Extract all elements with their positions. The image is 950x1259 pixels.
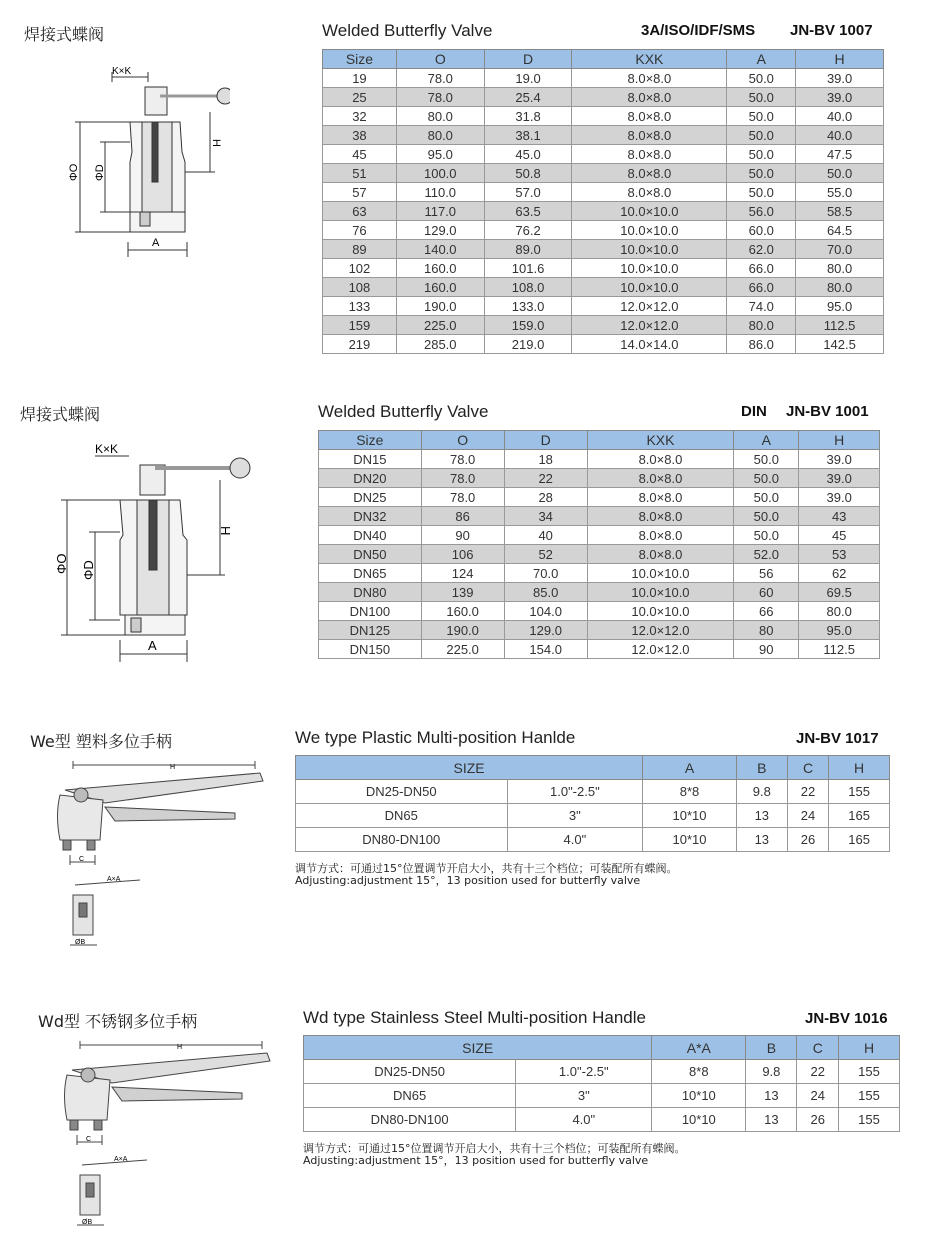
section2-cn-title: 焊接式蝶阀 [20,405,101,424]
table-cell: 50.0 [727,183,796,202]
table-row [304,1084,900,1108]
section1-valve-drawing [60,62,230,262]
table-cell: 10.0×10.0 [587,564,734,583]
table-cell: 160.0 [396,259,484,278]
table-header-cell: A*A [652,1036,746,1060]
table-cell: 89 [323,240,397,259]
table-cell: 159 [323,316,397,335]
table-cell: 8.0×8.0 [572,69,727,88]
table-cell: 112.5 [799,640,880,659]
table-cell: 8.0×8.0 [572,126,727,145]
table-cell: 8.0×8.0 [587,450,734,469]
table-cell: 165 [829,804,890,828]
section3-handle-drawing [45,755,270,955]
table-row [323,335,884,354]
table-row [319,488,880,507]
s2-a-label: A [148,638,157,653]
table-row [323,145,884,164]
table-header-cell: A [643,756,737,780]
table-cell: 8.0×8.0 [587,469,734,488]
table-row [323,69,884,88]
table-cell: DN80-DN100 [304,1108,516,1132]
table-cell: DN15 [319,450,422,469]
table-cell: 10.0×10.0 [572,259,727,278]
table-row [323,259,884,278]
table-cell: 26 [797,1108,839,1132]
table-cell: 4.0" [507,828,643,852]
table-cell: 62.0 [727,240,796,259]
section4-note-en: Adjusting:adjustment 15°，13 position used for butterfly valve [303,1154,649,1167]
table-cell: 142.5 [796,335,884,354]
section4-code: JN-BV 1016 [805,1010,888,1027]
table-cell: 225.0 [421,640,504,659]
table-cell: 106 [421,545,504,564]
table-cell: 101.6 [484,259,572,278]
table-cell: 219 [323,335,397,354]
table-cell: 76.2 [484,221,572,240]
section2-en-title: Welded Butterfly Valve [318,402,489,421]
table-cell: 70.0 [504,564,587,583]
table-cell: 129.0 [396,221,484,240]
table-cell: 60.0 [727,221,796,240]
table-cell: 57.0 [484,183,572,202]
table-cell: 39.0 [799,450,880,469]
table-cell: 159.0 [484,316,572,335]
table-cell: 9.8 [736,780,787,804]
table-cell: 117.0 [396,202,484,221]
table-row [319,621,880,640]
table-cell: 8*8 [652,1060,746,1084]
table-row [323,126,884,145]
table-cell: 12.0×12.0 [587,621,734,640]
table-cell: 40 [504,526,587,545]
table-row [323,202,884,221]
table-cell: DN25-DN50 [304,1060,516,1084]
table-header-cell: KXK [587,431,734,450]
table-cell: 56.0 [727,202,796,221]
table-header-cell: A [734,431,799,450]
table-cell: 78.0 [421,488,504,507]
table-cell: 50.0 [727,69,796,88]
table-cell: 100.0 [396,164,484,183]
table-cell: 63.5 [484,202,572,221]
table-cell: 43 [799,507,880,526]
table-cell: 66.0 [727,259,796,278]
table-cell: 104.0 [504,602,587,621]
table-header-cell: D [504,431,587,450]
table-cell: 18 [504,450,587,469]
table-row [319,469,880,488]
table-cell: 24 [797,1084,839,1108]
table-row [323,297,884,316]
table-cell: DN80 [319,583,422,602]
table-cell: 13 [736,828,787,852]
table-cell: DN50 [319,545,422,564]
table-cell: 38.1 [484,126,572,145]
table-cell: 112.5 [796,316,884,335]
table-header-cell: A [727,50,796,69]
table-cell: 51 [323,164,397,183]
table-cell: 8.0×8.0 [572,107,727,126]
table-cell: 22 [504,469,587,488]
table-cell: 3" [516,1084,652,1108]
table-header-cell: SIZE [296,756,643,780]
table-cell: DN65 [304,1084,516,1108]
table-row [323,316,884,335]
table-cell: 80.0 [396,107,484,126]
table-cell: 80.0 [396,126,484,145]
table-cell: 34 [504,507,587,526]
table-cell: 80.0 [796,278,884,297]
table-cell: 8.0×8.0 [572,88,727,107]
table-cell: 40.0 [796,126,884,145]
table-cell: 69.5 [799,583,880,602]
section2-code: JN-BV 1001 [786,403,869,420]
section3-note-cn: 调节方式：可通过15°位置调节开启大小，共有十三个档位；可装配所有蝶阀。 [295,862,678,875]
s2-d-label: ΦD [81,560,96,580]
table-cell: 78.0 [421,469,504,488]
table-cell: DN20 [319,469,422,488]
table-header-cell: H [839,1036,900,1060]
table-cell: 50.0 [727,164,796,183]
table-cell: 13 [746,1108,797,1132]
s2-h-label: H [218,526,233,536]
table-cell: 10.0×10.0 [572,240,727,259]
table-cell: 80 [734,621,799,640]
table-cell: 86.0 [727,335,796,354]
s2-o-label: ΦO [54,553,69,574]
section1-cn-title: 焊接式蝶阀 [24,25,105,44]
table-cell: 50.0 [727,88,796,107]
table-header-cell: O [421,431,504,450]
table-row [296,804,890,828]
table-cell: 160.0 [421,602,504,621]
s4-b-label: ØB [82,1219,93,1226]
table-cell: 10.0×10.0 [572,278,727,297]
table-row [323,240,884,259]
table-cell: 74.0 [727,297,796,316]
table-cell: 39.0 [799,488,880,507]
table-row [296,780,890,804]
table-cell: 10.0×10.0 [587,583,734,602]
table-cell: 58.5 [796,202,884,221]
table-cell: DN32 [319,507,422,526]
table-row [319,602,880,621]
table-cell: 190.0 [421,621,504,640]
table-cell: DN65 [319,564,422,583]
table-cell: DN100 [319,602,422,621]
table-row [323,183,884,202]
table-cell: 25 [323,88,397,107]
table-cell: DN65 [296,804,508,828]
table-cell: 4.0" [516,1108,652,1132]
table-row [319,526,880,545]
table-cell: 140.0 [396,240,484,259]
table-cell: 39.0 [796,88,884,107]
s2-kxk-label: K×K [95,442,119,456]
table-cell: 190.0 [396,297,484,316]
table-cell: 8.0×8.0 [587,488,734,507]
table-cell: 285.0 [396,335,484,354]
table-cell: 56 [734,564,799,583]
table-cell: 8.0×8.0 [572,164,727,183]
table-row [323,164,884,183]
table-cell: 139 [421,583,504,602]
table-cell: 50.0 [727,107,796,126]
table-header-cell: O [396,50,484,69]
table-cell: 50.0 [727,145,796,164]
table-cell: 66.0 [727,278,796,297]
table-header-cell: B [746,1036,797,1060]
s4-c-label: C [86,1136,92,1143]
table-cell: 52.0 [734,545,799,564]
table-header-cell: B [736,756,787,780]
table-cell: 160.0 [396,278,484,297]
table-cell: 80.0 [799,602,880,621]
table-cell: 28 [504,488,587,507]
section4-cn-title: Wd型 不锈钢多位手柄 [38,1012,198,1031]
table-cell: 60 [734,583,799,602]
table-cell: 155 [839,1084,900,1108]
table-cell: 55.0 [796,183,884,202]
section2-standard: DIN [741,403,767,420]
section4-en-title: Wd type Stainless Steel Multi-position Handle [303,1008,646,1027]
table-cell: 10*10 [643,804,737,828]
table-row [323,221,884,240]
table-cell: 10.0×10.0 [587,602,734,621]
table-cell: 76 [323,221,397,240]
table-cell: 10.0×10.0 [572,202,727,221]
table-cell: 8.0×8.0 [587,526,734,545]
table-cell: 26 [787,828,828,852]
table-cell: 80.0 [796,259,884,278]
table-row [319,640,880,659]
table-cell: 78.0 [396,69,484,88]
table-cell: 95.0 [799,621,880,640]
table-cell: 10*10 [652,1108,746,1132]
table-cell: 50.0 [734,469,799,488]
table-cell: 225.0 [396,316,484,335]
s1-d-label: ΦD [94,164,106,181]
table-cell: 8.0×8.0 [572,145,727,164]
table-cell: 1.0"-2.5" [507,780,643,804]
table-header-cell: C [787,756,828,780]
table-header-cell: Size [319,431,422,450]
table-header-cell: D [484,50,572,69]
table-cell: 155 [839,1060,900,1084]
table-cell: 10*10 [652,1084,746,1108]
table-cell: 3" [507,804,643,828]
s4-h-label: H [177,1044,183,1051]
table-header-cell: Size [323,50,397,69]
table-cell: 124 [421,564,504,583]
table-cell: 39.0 [796,69,884,88]
table-cell: 13 [736,804,787,828]
table-row [319,564,880,583]
table-cell: 12.0×12.0 [587,640,734,659]
table-cell: 47.5 [796,145,884,164]
table-cell: 63 [323,202,397,221]
table-row [319,583,880,602]
table-cell: 45 [799,526,880,545]
section1-en-title: Welded Butterfly Valve [322,21,493,40]
table-cell: 24 [787,804,828,828]
table-cell: 90 [421,526,504,545]
table-cell: 52 [504,545,587,564]
table-cell: 22 [787,780,828,804]
table-row [323,88,884,107]
table-cell: DN40 [319,526,422,545]
section3-en-title: We type Plastic Multi-position Hanlde [295,728,576,747]
table-cell: 12.0×12.0 [572,316,727,335]
table-row [323,107,884,126]
table-cell: 50.0 [796,164,884,183]
table-header-cell: SIZE [304,1036,652,1060]
table-cell: DN25-DN50 [296,780,508,804]
table-cell: 155 [839,1108,900,1132]
table-cell: 155 [829,780,890,804]
s3-c-label: C [79,856,85,863]
table-cell: 78.0 [396,88,484,107]
s1-o-label: ΦO [68,163,80,181]
table-cell: 19 [323,69,397,88]
table-cell: 50.0 [734,526,799,545]
table-header-cell: KXK [572,50,727,69]
table-row [319,507,880,526]
section4-table [303,1035,900,1132]
table-row [319,450,880,469]
table-cell: 133.0 [484,297,572,316]
table-row [304,1060,900,1084]
section3-code: JN-BV 1017 [796,730,879,747]
table-cell: 8.0×8.0 [587,507,734,526]
table-cell: 8*8 [643,780,737,804]
table-cell: 165 [829,828,890,852]
section3-table [295,755,890,852]
table-header-cell: H [799,431,880,450]
table-cell: 38 [323,126,397,145]
table-cell: 53 [799,545,880,564]
table-cell: 40.0 [796,107,884,126]
table-cell: 57 [323,183,397,202]
s1-kxk-label: K×K [112,66,132,77]
table-cell: DN80-DN100 [296,828,508,852]
table-header-cell: H [796,50,884,69]
table-cell: 133 [323,297,397,316]
section1-table [322,49,884,354]
table-cell: 86 [421,507,504,526]
section4-handle-drawing [52,1035,277,1235]
table-cell: 31.8 [484,107,572,126]
table-cell: 50.0 [727,126,796,145]
s1-h-label: H [210,139,222,147]
table-row [319,545,880,564]
table-cell: 64.5 [796,221,884,240]
table-cell: DN150 [319,640,422,659]
table-cell: 66 [734,602,799,621]
table-cell: 80.0 [727,316,796,335]
table-cell: 50.8 [484,164,572,183]
table-cell: 62 [799,564,880,583]
table-cell: 14.0×14.0 [572,335,727,354]
table-header-cell: H [829,756,890,780]
table-cell: 108 [323,278,397,297]
table-cell: 154.0 [504,640,587,659]
table-cell: 102 [323,259,397,278]
table-cell: 39.0 [799,469,880,488]
table-cell: 50.0 [734,488,799,507]
table-cell: 50.0 [734,507,799,526]
s4-axa-label: A×A [114,1156,128,1163]
s3-b-label: ØB [75,939,86,946]
table-header-cell: C [797,1036,839,1060]
table-cell: 12.0×12.0 [572,297,727,316]
table-row [304,1108,900,1132]
table-cell: 8.0×8.0 [587,545,734,564]
table-cell: 8.0×8.0 [572,183,727,202]
table-cell: 13 [746,1084,797,1108]
table-cell: 45.0 [484,145,572,164]
section4-note-cn: 调节方式：可通过15°位置调节开启大小，共有十三个档位；可装配所有蝶阀。 [303,1142,686,1155]
table-cell: 129.0 [504,621,587,640]
section2-valve-drawing [45,440,285,665]
table-cell: 22 [797,1060,839,1084]
table-cell: 45 [323,145,397,164]
table-cell: 95.0 [796,297,884,316]
section3-cn-title: We型 塑料多位手柄 [30,732,172,751]
table-cell: 89.0 [484,240,572,259]
section2-table [318,430,880,659]
table-cell: 78.0 [421,450,504,469]
table-cell: 10*10 [643,828,737,852]
s3-h-label: H [170,764,176,771]
table-cell: 25.4 [484,88,572,107]
table-cell: 9.8 [746,1060,797,1084]
table-row [296,828,890,852]
table-cell: DN125 [319,621,422,640]
table-cell: 110.0 [396,183,484,202]
table-cell: 108.0 [484,278,572,297]
table-cell: 10.0×10.0 [572,221,727,240]
s3-axa-label: A×A [107,876,121,883]
table-cell: DN25 [319,488,422,507]
table-cell: 95.0 [396,145,484,164]
section1-standard: 3A/ISO/IDF/SMS [641,22,756,39]
table-cell: 32 [323,107,397,126]
s1-a-label: A [152,237,160,249]
table-cell: 70.0 [796,240,884,259]
table-cell: 50.0 [734,450,799,469]
section1-code: JN-BV 1007 [790,22,873,39]
table-row [323,278,884,297]
table-cell: 1.0"-2.5" [516,1060,652,1084]
table-cell: 219.0 [484,335,572,354]
table-cell: 85.0 [504,583,587,602]
section3-note-en: Adjusting:adjustment 15°，13 position used for butterfly valve [295,874,641,887]
table-cell: 90 [734,640,799,659]
table-cell: 19.0 [484,69,572,88]
